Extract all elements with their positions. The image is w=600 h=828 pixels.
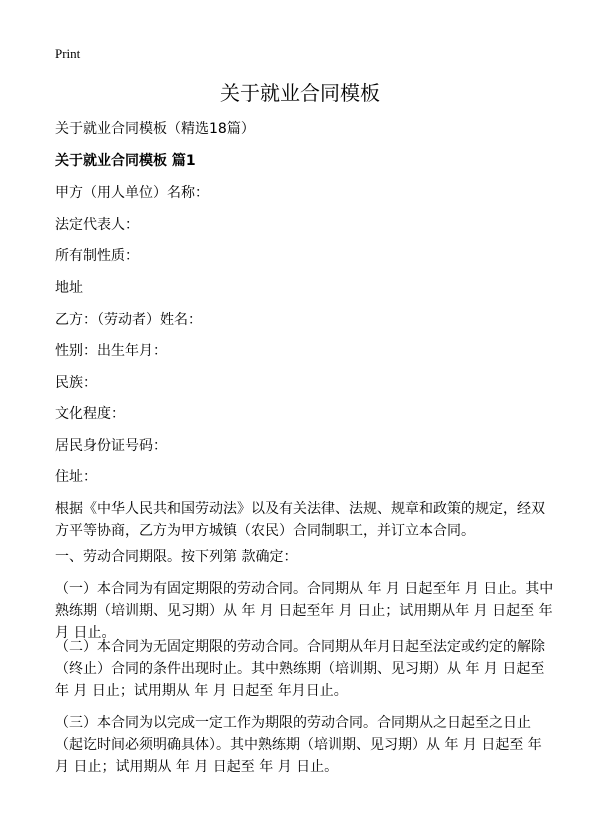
field-legal-representative: 法定代表人： <box>55 217 139 233</box>
field-party-a-name: 甲方（用人单位）名称： <box>55 185 209 201</box>
document-subtitle: 关于就业合同模板（精选18篇） <box>55 121 255 137</box>
field-id-number: 居民身份证号码： <box>55 438 167 454</box>
field-education: 文化程度： <box>55 406 125 422</box>
field-residence: 住址： <box>55 469 97 485</box>
paragraph-term-heading: 一、劳动合同期限。按下列第 款确定： <box>55 549 298 565</box>
section-heading: 关于就业合同模板 篇1 <box>55 153 196 169</box>
field-ownership: 所有制性质： <box>55 248 139 264</box>
paragraph-intro: 根据《中华人民共和国劳动法》以及有关法律、法规、规章和政策的规定，经双方平等协商，乙方为甲方城镇（农民）合同制职工，并订立本合同。 <box>55 501 545 539</box>
paragraph-term-2: （二）本合同为无固定期限的劳动合同。合同期从年月日起至法定或约定的解除（终止）合同的条件出现时止。其中熟练期（培训期、见习期）从 年 月 日起至年 月 日止；试用期从 年 月 日起至 年月日止。 <box>55 639 545 699</box>
field-party-b-name: 乙方：（劳动者）姓名： <box>55 312 202 328</box>
print-link[interactable]: Print <box>55 46 81 61</box>
field-gender-birth: 性别：出生年月： <box>55 343 167 359</box>
field-address: 地址 <box>55 280 83 296</box>
paragraph-term-1: （一）本合同为有固定期限的劳动合同。合同期从 年 月 日起至年 月 日止。其中熟练期（培训期、见习期）从 年 月 日起至年 月 日止；试用期从年 月 日起至 年 月 日止。 <box>55 581 554 641</box>
document-title: 关于就业合同模板 <box>220 81 380 105</box>
paragraph-term-3: （三）本合同为以完成一定工作为期限的劳动合同。合同期从之日起至之日止（起讫时间必须明确具体）。其中熟练期（培训期、见习期）从 年 月 日起至 年月 日止；试用期从 年 月 日起至 年 月 日止。 <box>55 715 542 775</box>
field-ethnicity: 民族： <box>55 375 97 391</box>
